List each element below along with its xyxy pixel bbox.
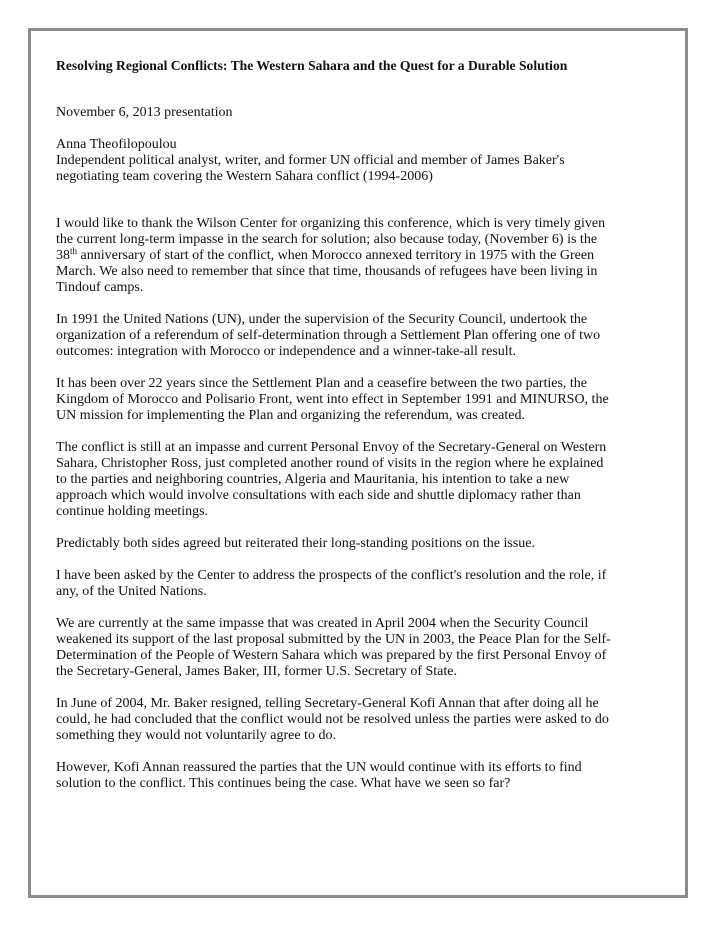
paragraph-thanks-start: I would like to thank the Wilson Center for organizing this conference, which is very timely given the current long-term impasse in the search for solution; also because today, (November 6) is the 38 xyxy=(56,216,606,263)
paragraph-predictably: Predictably both sides agreed but reiterated their long-standing positions on the issue. xyxy=(56,536,536,551)
document-body xyxy=(56,58,612,808)
author-name: Anna Theofilopoulou xyxy=(56,137,177,152)
author-bio: Independent political analyst, writer, and former UN official and member of James Baker's negotiating team covering the Western Sahara conflict (1994-2006) xyxy=(56,153,565,184)
paragraph-thanks-end: anniversary of start of the conflict, when Morocco annexed territory in 1975 with the Green March. We also need to remember that since that time, thousands of refugees have been living in Tindouf camps. xyxy=(56,248,598,295)
paragraph-baker: In June of 2004, Mr. Baker resigned, telling Secretary-General Kofi Annan that after doing all he could, he had concluded that the conflict would not be resolved unless the parties were asked to do something they would not voluntarily agree to do. xyxy=(56,696,609,743)
document-title: Resolving Regional Conflicts: The Western Sahara and the Quest for a Durable Solution xyxy=(56,58,568,73)
paragraph-settlement: It has been over 22 years since the Settlement Plan and a ceasefire between the two parties, the Kingdom of Morocco and Polisario Front, went into effect in September 1991 and MINURSO, the UN mission for implementing the Plan and organizing the referendum, was created. xyxy=(56,376,609,423)
date-line: November 6, 2013 presentation xyxy=(56,105,233,120)
paragraph-2004: We are currently at the same impasse that was created in April 2004 when the Security Council weakened its support of the last proposal submitted by the UN in 2003, the Peace Plan for the Self-Determination of the People of Western Sahara which was prepared by the first Personal Envoy of the Secretary-General, James Baker, III, former U.S. Secretary of State. xyxy=(56,616,611,679)
ordinal-superscript: th xyxy=(70,246,78,256)
author-block xyxy=(56,137,612,185)
paragraph-asked: I have been asked by the Center to address the prospects of the conflict's resolution and the role, if any, of the United Nations. xyxy=(56,568,607,599)
paragraph-1991: In 1991 the United Nations (UN), under the supervision of the Security Council, undertook the organization of a referendum of self-determination through a Settlement Plan offering one of two outcomes: integration with Morocco or independence and a winner-take-all result. xyxy=(56,312,601,359)
paragraph-impasse: The conflict is still at an impasse and current Personal Envoy of the Secretary-General on Western Sahara, Christopher Ross, just completed another round of visits in the region where he explained to the parties and neighboring countries, Algeria and Mauritania, his intention to take a new approach which would involve consultations with each side and shuttle diplomacy rather than continue holding meetings. xyxy=(56,440,607,519)
paragraph-thanks xyxy=(56,216,612,296)
paragraph-annan: However, Kofi Annan reassured the parties that the UN would continue with its efforts to find solution to the conflict. This continues being the case. What have we seen so far? xyxy=(56,760,582,791)
